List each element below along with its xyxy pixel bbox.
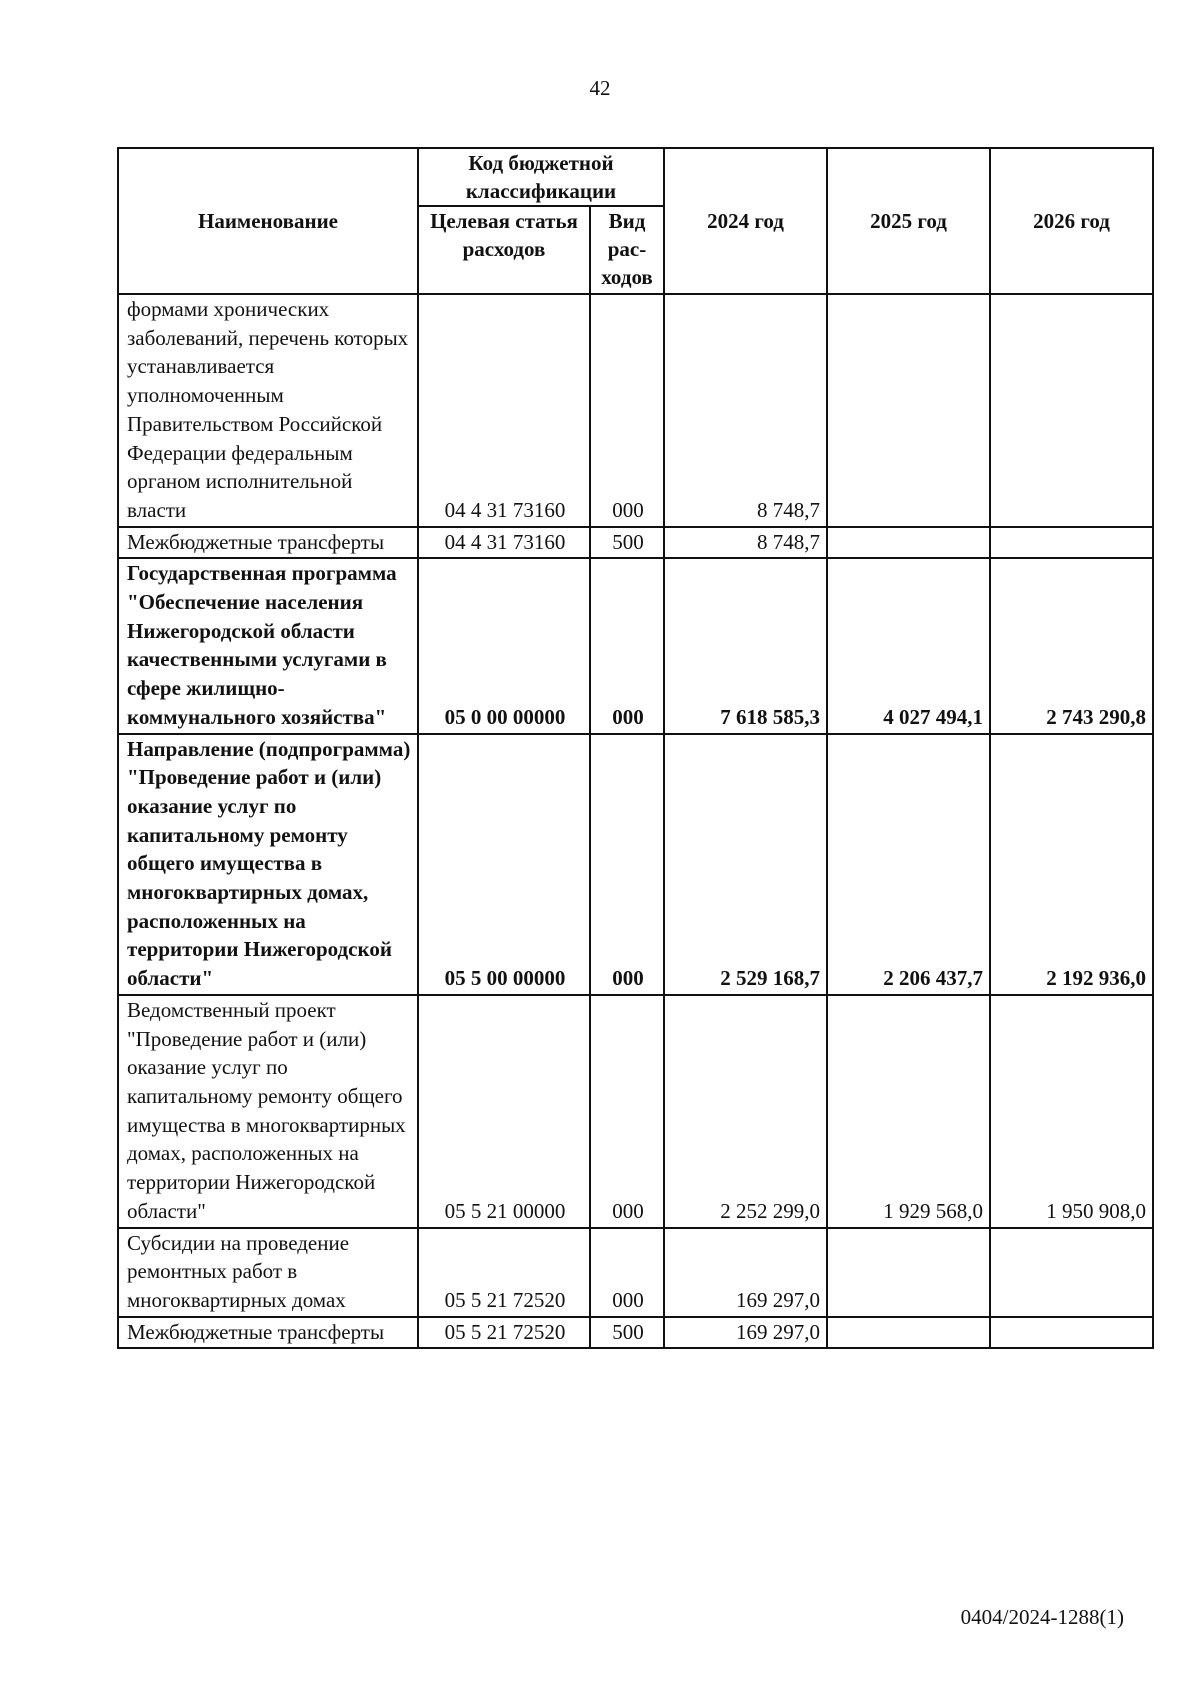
cell-2025: [827, 1317, 990, 1349]
cell-2025: 4 027 494,1: [827, 558, 990, 733]
cell-2024: 8 748,7: [664, 294, 827, 527]
cell-2024: 2 529 168,7: [664, 734, 827, 995]
cell-name: Ведомственный проект "Проведение работ и (или) оказание услуг по капитальному ремонту общего имущества в многоквартирных домах, расположенных на территории Нижегородской области": [118, 995, 418, 1228]
cell-target-item: 05 5 21 72520: [418, 1228, 590, 1317]
cell-2026: 1 950 908,0: [990, 995, 1153, 1228]
cell-2024: 169 297,0: [664, 1228, 827, 1317]
cell-name: Направление (подпрограмма) "Проведение работ и (или) оказание услуг по капитальному ремонту общего имущества в многоквартирных домах, расположенных на территории Нижегородской области": [118, 734, 418, 995]
cell-target-item: 05 0 00 00000: [418, 558, 590, 733]
header-name: Наименование: [118, 148, 418, 294]
cell-2026: [990, 1317, 1153, 1349]
cell-target-item: 04 4 31 73160: [418, 527, 590, 559]
cell-2026: 2 192 936,0: [990, 734, 1153, 995]
header-target-item: Целевая статья расходов: [418, 206, 590, 294]
cell-2025: 1 929 568,0: [827, 995, 990, 1228]
cell-name: Межбюджетные трансферты: [118, 1317, 418, 1349]
cell-2024: 7 618 585,3: [664, 558, 827, 733]
cell-2025: [827, 527, 990, 559]
cell-name: формами хронических заболеваний, перечень которых устанавливается уполномоченным Правительством Российской Федерации федеральным органом исполнительной власти: [118, 294, 418, 527]
header-expense-type: Вид рас-ходов: [590, 206, 664, 294]
cell-target-item: 05 5 21 00000: [418, 995, 590, 1228]
header-year-2024: 2024 год: [664, 148, 827, 294]
cell-2024: 169 297,0: [664, 1317, 827, 1349]
cell-expense-type: 000: [590, 734, 664, 995]
cell-name: Субсидии на проведение ремонтных работ в многоквартирных домах: [118, 1228, 418, 1317]
table-row: [118, 995, 1153, 1228]
table-row: [118, 558, 1153, 733]
cell-2026: [990, 527, 1153, 559]
cell-expense-type: 000: [590, 1228, 664, 1317]
cell-target-item: 05 5 21 72520: [418, 1317, 590, 1349]
cell-2025: [827, 1228, 990, 1317]
header-year-2026: 2026 год: [990, 148, 1153, 294]
table-row: [118, 1228, 1153, 1317]
cell-2026: [990, 1228, 1153, 1317]
cell-expense-type: 000: [590, 294, 664, 527]
table-body: [118, 294, 1153, 1348]
cell-expense-type: 000: [590, 558, 664, 733]
cell-target-item: 05 5 00 00000: [418, 734, 590, 995]
cell-2026: 2 743 290,8: [990, 558, 1153, 733]
cell-name: Государственная программа "Обеспечение населения Нижегородской области качественными услугами в сфере жилищно-коммунального хозяйства": [118, 558, 418, 733]
table-row: [118, 1317, 1153, 1349]
header-budget-code: Код бюджетной классификации: [418, 148, 664, 206]
page-number: 42: [589, 76, 611, 100]
cell-name: Межбюджетные трансферты: [118, 527, 418, 559]
cell-2026: [990, 294, 1153, 527]
cell-expense-type: 500: [590, 527, 664, 559]
budget-table: [117, 147, 1154, 1349]
document-registration-code: 0404/2024-1288(1): [960, 1605, 1124, 1629]
header-year-2025: 2025 год: [827, 148, 990, 294]
cell-2025: 2 206 437,7: [827, 734, 990, 995]
table-row: [118, 294, 1153, 527]
cell-2025: [827, 294, 990, 527]
table-row: [118, 527, 1153, 559]
cell-2024: 8 748,7: [664, 527, 827, 559]
cell-2024: 2 252 299,0: [664, 995, 827, 1228]
cell-target-item: 04 4 31 73160: [418, 294, 590, 527]
cell-expense-type: 500: [590, 1317, 664, 1349]
table-row: [118, 734, 1153, 995]
cell-expense-type: 000: [590, 995, 664, 1228]
